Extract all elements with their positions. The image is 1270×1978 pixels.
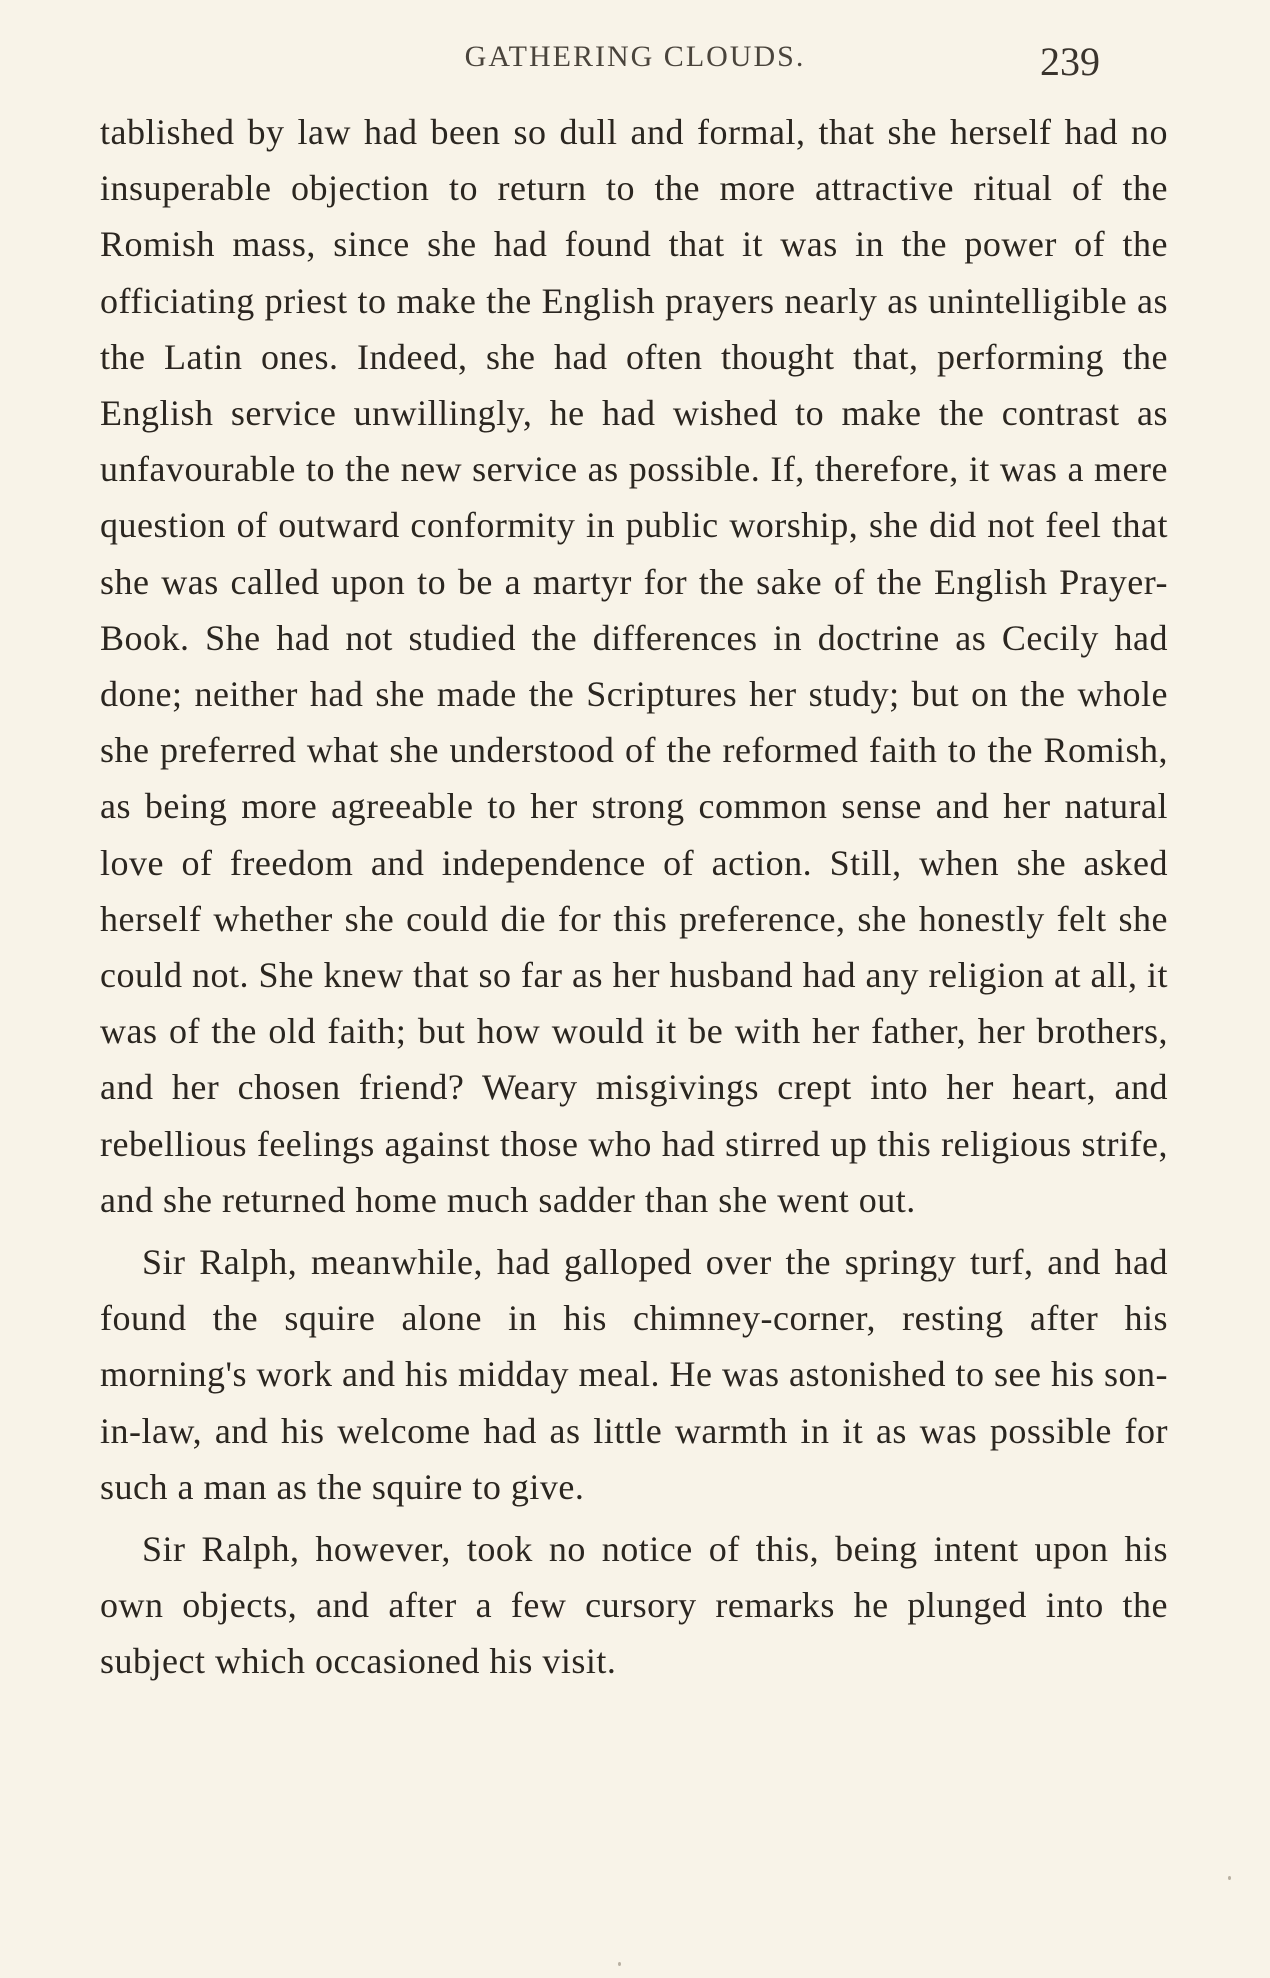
paper-speck — [618, 1962, 621, 1966]
paragraph-continued: tablished by law had been so dull and formal, that she herself had no insuperable objection to return to the more attractive ritual of the Romish mass, since she had found that it was in the power of the officiating priest to make the English prayers nearly as unintelligible as the Latin ones. Indeed, she had often thought that, performing the English service unwillingly, he had wished to make the contrast as unfavourable to the new service as possible. If, therefore, it was a mere question of outward conformity in public worship, she did not feel that she was called upon to be a martyr for the sake of the English Prayer-Book. She had not studied the differences in doctrine as Cecily had done; neither had she made the Scriptures her study; but on the whole she preferred what she understood of the reformed faith to the Romish, as being more agreeable to her strong common sense and her natural love of freedom and independence of action. Still, when she asked herself whether she could die for this preference, she honestly felt she could not. She knew that so far as her husband had any religion at all, it was of the old faith; but how would it be with her father, her brothers, and her chosen friend? Weary misgivings crept into her heart, and rebellious feelings against those who had stirred up this religious strife, and she returned home much sadder than she went out. — [100, 112, 1168, 1220]
running-title: GATHERING CLOUDS. — [464, 40, 806, 73]
page-number: 239 — [1040, 39, 1100, 84]
paper-speck — [1228, 1876, 1231, 1880]
paragraph-sir-ralph-subject: Sir Ralph, however, took no notice of this, being intent upon his own objects, and after a few cursory remarks he plunged into the subject which occasioned his visit. — [100, 1529, 1168, 1682]
paragraph-sir-ralph-visit: Sir Ralph, meanwhile, had galloped over the springy turf, and had found the squire alone in his chimney-corner, resting after his morning's work and his midday meal. He was astonished to see his son-in-law, and his welcome had as little warmth in it as was possible for such a man as the squire to give. — [100, 1242, 1168, 1507]
running-head — [100, 38, 1170, 88]
body-text — [100, 104, 1168, 1690]
